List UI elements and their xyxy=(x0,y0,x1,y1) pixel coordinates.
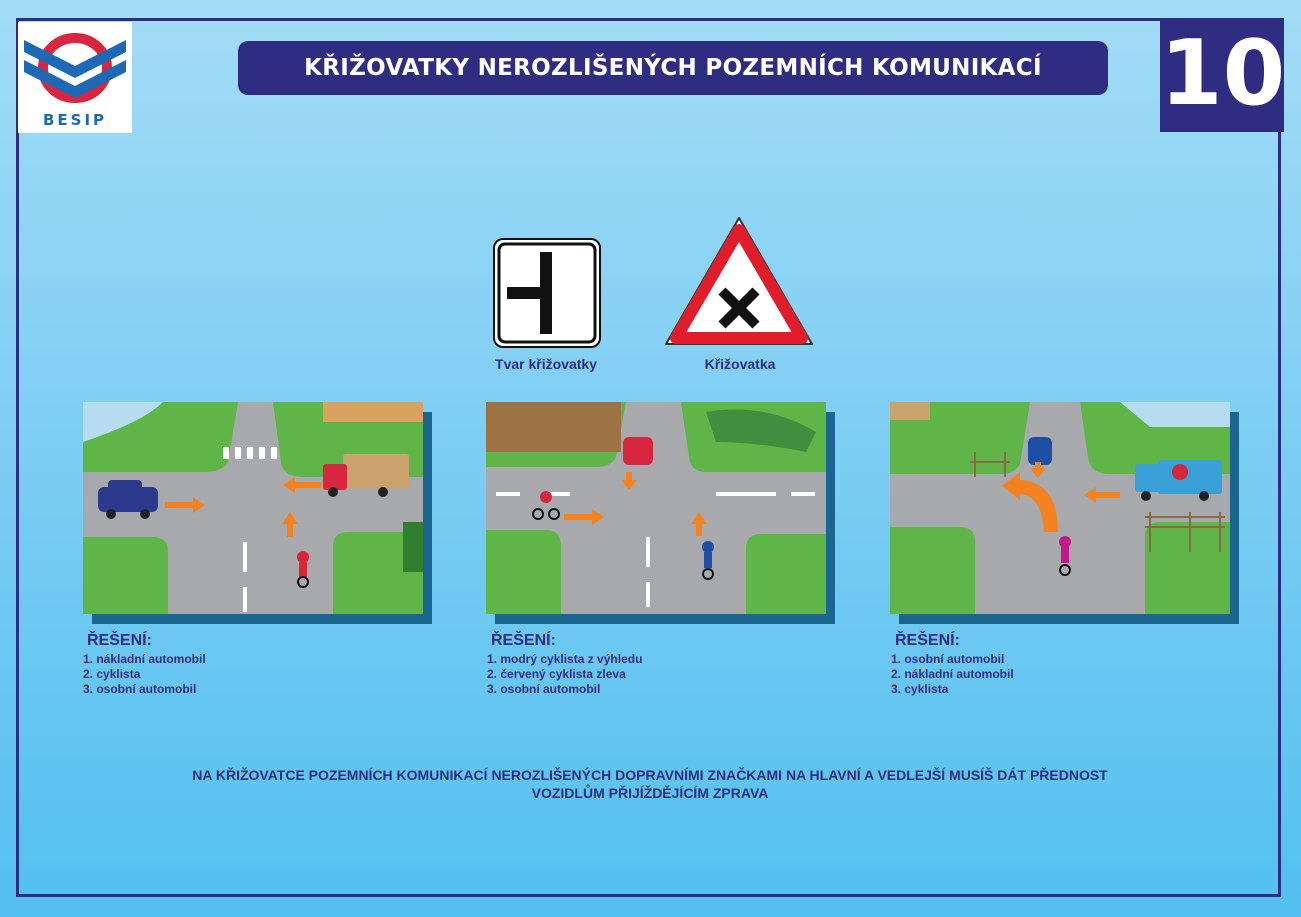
besip-logo xyxy=(18,22,132,133)
solution-heading: ŘEŠENÍ: xyxy=(895,632,960,649)
solution-item: 3. osobní automobil xyxy=(83,682,197,696)
car-icon xyxy=(623,437,653,465)
rule-text-line-2: VOZIDLŮM PŘIJÍŽDĚJÍCÍM ZPRAVA xyxy=(531,785,769,801)
solution-item: 2. cyklista xyxy=(83,667,141,681)
solution-item: 3. cyklista xyxy=(891,682,949,696)
solution-item: 3. osobní automobil xyxy=(487,682,601,696)
solution-block-3 xyxy=(891,632,1014,697)
logo-text: BESIP xyxy=(42,111,108,129)
scenario-illustration-1 xyxy=(83,402,423,614)
car-icon xyxy=(1028,437,1052,465)
solution-item: 2. červený cyklista zleva xyxy=(487,667,626,681)
solution-item: 2. nákladní automobil xyxy=(891,667,1014,681)
scenario-illustration-2 xyxy=(486,402,826,614)
solution-item: 1. modrý cyklista z výhledu xyxy=(487,652,643,666)
scenario-illustration-3 xyxy=(890,402,1230,614)
rule-text-line-1: NA KŘIŽOVATCE POZEMNÍCH KOMUNIKACÍ NEROZLIŠENÝCH DOPRAVNÍMI ZNAČKAMI NA HLAVNÍ A VEDLEJŠÍ MUSÍŠ DÁT PŘEDNOST xyxy=(192,767,1108,783)
intersection-shape-sign-icon xyxy=(493,238,601,353)
crossroads-warning-sign-icon xyxy=(662,214,816,353)
solution-item: 1. osobní automobil xyxy=(891,652,1005,666)
sign-caption-shape: Tvar křižovatky xyxy=(495,356,597,372)
rule-text xyxy=(60,766,1240,802)
solution-heading: ŘEŠENÍ: xyxy=(491,632,556,649)
page-number-badge: 10 xyxy=(1160,18,1284,132)
solution-item: 1. nákladní automobil xyxy=(83,652,206,666)
sign-caption-crossroads: Křižovatka xyxy=(704,356,776,372)
page-title: KŘIŽOVATKY NEROZLIŠENÝCH POZEMNÍCH KOMUNIKACÍ xyxy=(238,41,1108,95)
solution-block-2 xyxy=(487,632,642,697)
solution-heading: ŘEŠENÍ: xyxy=(87,632,152,649)
solution-block-1 xyxy=(83,632,206,697)
besip-emblem-icon xyxy=(18,22,132,112)
